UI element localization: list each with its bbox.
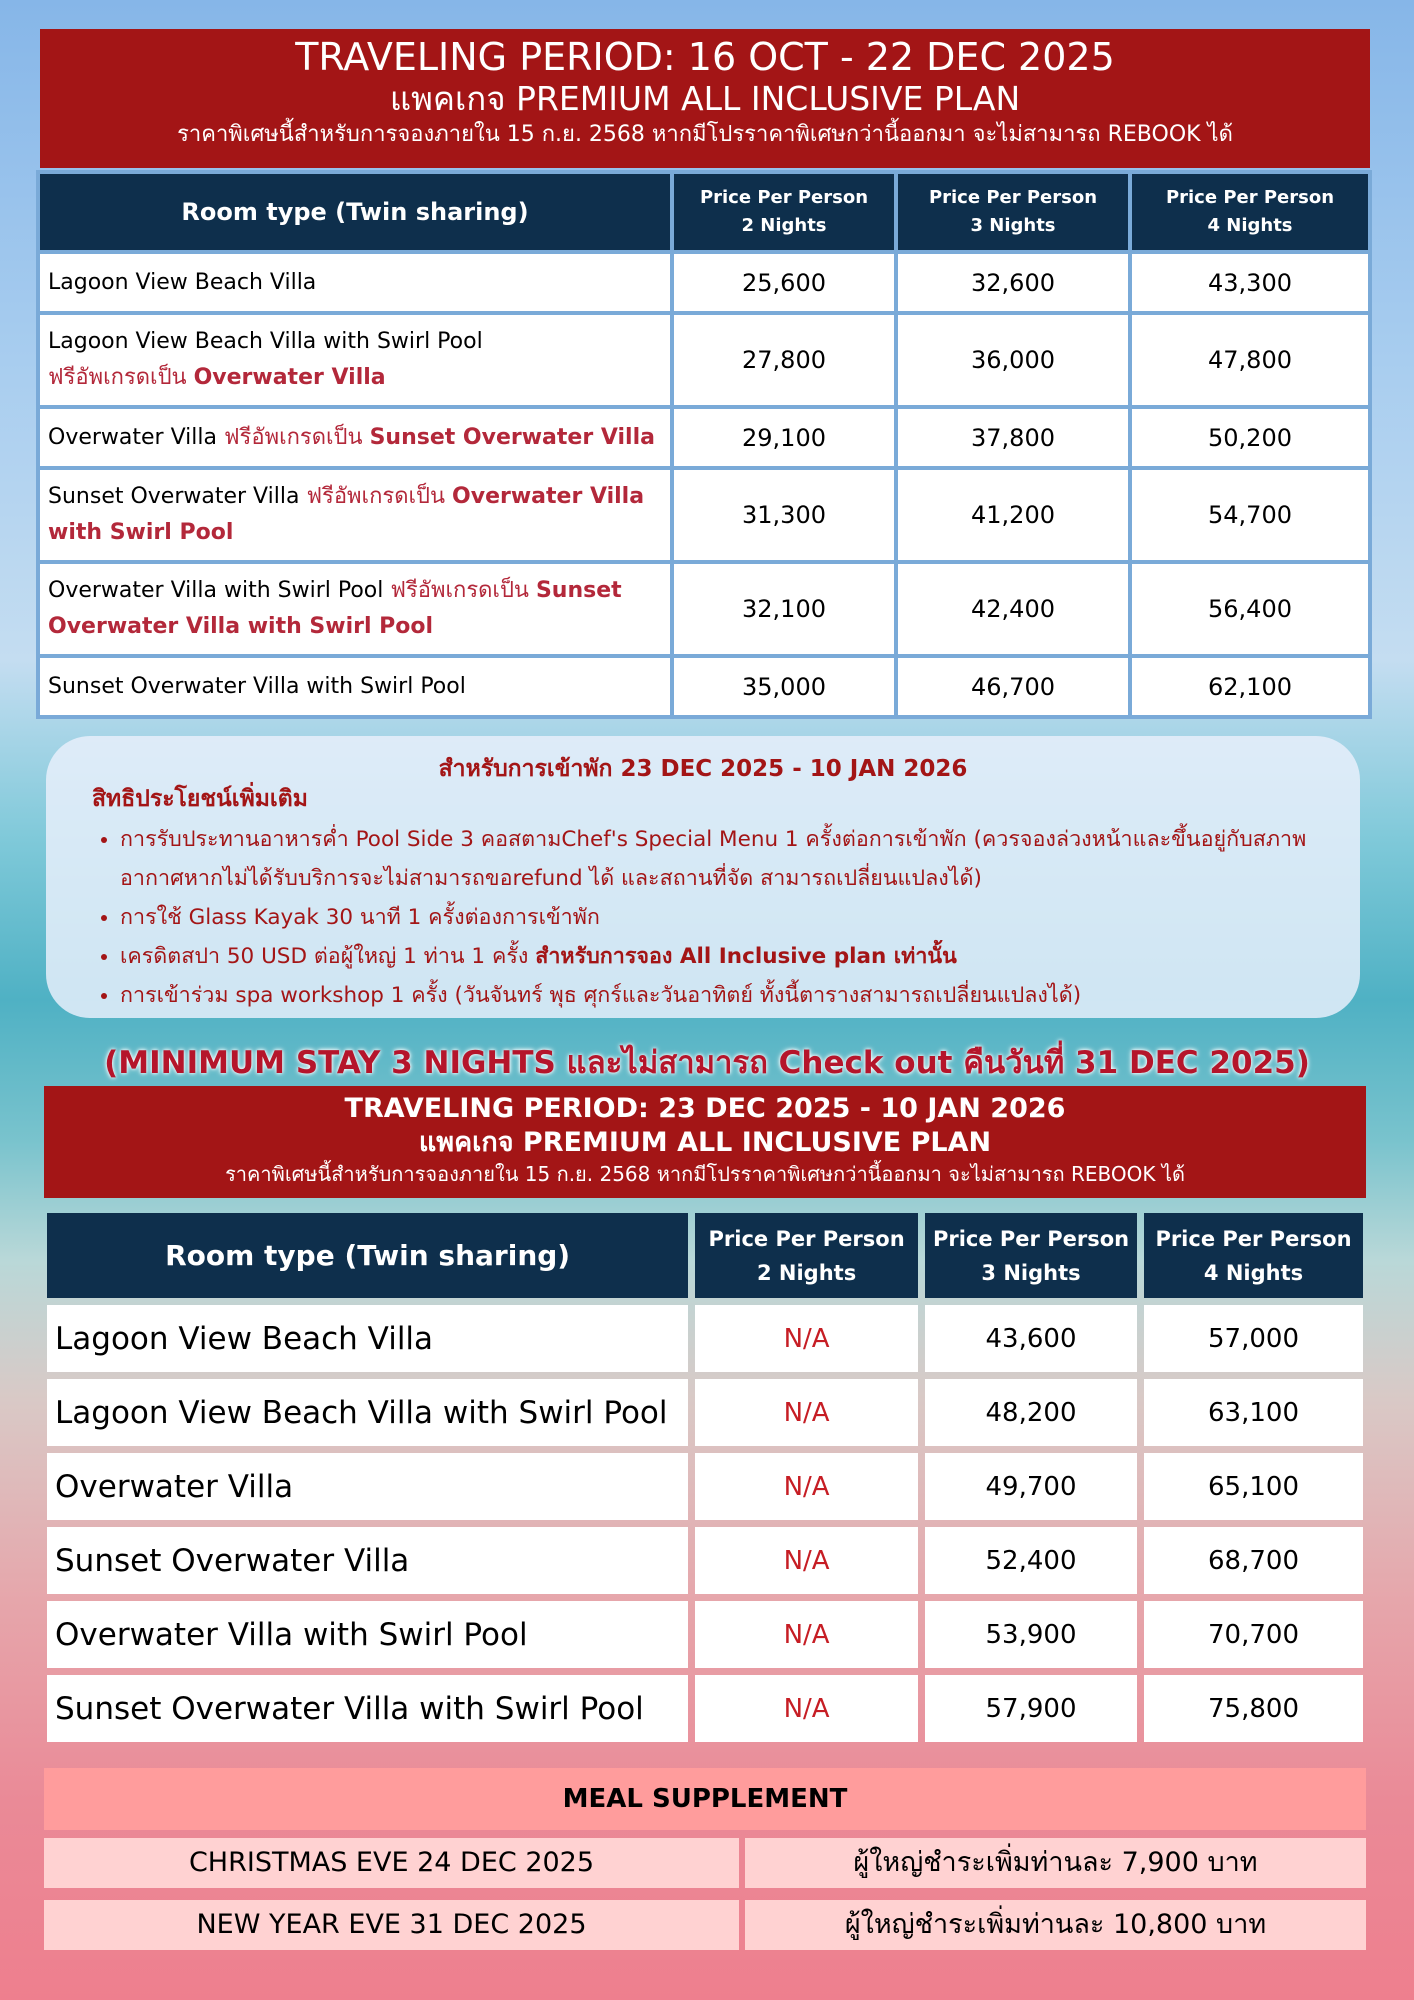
list-item: • การเข้าร่วม spa workshop 1 ครั้ง (วันจันทร์ พุธ ศุกร์และวันอาทิตย์ ทั้งนี้ตารางสามารถเปลี่ยนแปลงได้) bbox=[120, 976, 1360, 1015]
table-row bbox=[47, 1527, 1363, 1594]
room-name: Lagoon View Beach Villa bbox=[40, 254, 670, 311]
price-3-nights-header: Price Per Person 3 Nights bbox=[925, 1213, 1137, 1298]
table-row bbox=[47, 1379, 1363, 1446]
room-name: Lagoon View Beach Villa with Swirl Pool bbox=[47, 1379, 688, 1446]
price-2-nights-header: Price Per Person 2 Nights bbox=[674, 174, 894, 250]
period1-package: แพคเกจ PREMIUM ALL INCLUSIVE PLAN bbox=[389, 79, 1021, 118]
room-name: Sunset Overwater Villa with Swirl Pool bbox=[40, 658, 670, 715]
period2-note: ราคาพิเศษนี้สำหรับการจองภายใน 15 ก.ย. 2568 หากมีโปรราคาพิเศษกว่านี้ออกมา จะไม่สามารถ REBOOK ได้ bbox=[225, 1162, 1185, 1186]
price-3-nights-header: Price Per Person 3 Nights bbox=[898, 174, 1128, 250]
price-2n: N/A bbox=[695, 1305, 918, 1372]
price-2n: 27,800 bbox=[674, 315, 894, 405]
price-3n: 49,700 bbox=[925, 1453, 1137, 1520]
price-3n: 48,200 bbox=[925, 1379, 1137, 1446]
period1-title: TRAVELING PERIOD: 16 OCT - 22 DEC 2025 bbox=[295, 35, 1115, 79]
period2-rate-table bbox=[40, 1206, 1370, 1749]
price-2n: N/A bbox=[695, 1675, 918, 1742]
price-3n: 53,900 bbox=[925, 1601, 1137, 1668]
room-name: Overwater Villa bbox=[47, 1453, 688, 1520]
upgrade-target: Sunset Overwater Villa with Swirl Pool bbox=[48, 578, 622, 639]
meal-charge-new-year: ผู้ใหญ่ชำระเพิ่มท่านละ 10,800 บาท bbox=[745, 1900, 1366, 1950]
upgrade-label: ฟรีอัพเกรดเป็น bbox=[390, 578, 529, 603]
table-row bbox=[40, 564, 1368, 654]
table-row bbox=[47, 1305, 1363, 1372]
period2-title: TRAVELING PERIOD: 23 DEC 2025 - 10 JAN 2026 bbox=[344, 1093, 1066, 1124]
price-2n: 35,000 bbox=[674, 658, 894, 715]
price-2n: N/A bbox=[695, 1379, 918, 1446]
price-3n: 32,600 bbox=[898, 254, 1128, 311]
list-item: • การใช้ Glass Kayak 30 นาที 1 ครั้งต่องการเข้าพัก bbox=[120, 898, 1360, 937]
price-4n: 57,000 bbox=[1144, 1305, 1363, 1372]
price-4-nights-header: Price Per Person 4 Nights bbox=[1132, 174, 1368, 250]
period2-header bbox=[44, 1086, 1366, 1198]
price-4n: 56,400 bbox=[1132, 564, 1368, 654]
upgrade-label: ฟรีอัพเกรดเป็น bbox=[48, 365, 187, 390]
price-2n: N/A bbox=[695, 1527, 918, 1594]
price-3n: 42,400 bbox=[898, 564, 1128, 654]
minimum-stay-notice: (MINIMUM STAY 3 NIGHTS และไม่สามารถ Check out คืนวันที่ 31 DEC 2025) bbox=[104, 1045, 1310, 1081]
price-2n: N/A bbox=[695, 1601, 918, 1668]
upgrade-label: ฟรีอัพเกรดเป็น bbox=[306, 484, 446, 509]
price-4n: 65,100 bbox=[1144, 1453, 1363, 1520]
price-4n: 63,100 bbox=[1144, 1379, 1363, 1446]
upgrade-target: Overwater Villa bbox=[193, 365, 386, 390]
room-type-header: Room type (Twin sharing) bbox=[47, 1213, 688, 1298]
benefits-subtitle: สิทธิประโยชน์เพิ่มเติม bbox=[92, 786, 308, 812]
room-name: Overwater Villa ฟรีอัพเกรดเป็น Sunset Overwater Villa bbox=[40, 409, 670, 466]
price-4n: 54,700 bbox=[1132, 470, 1368, 560]
room-name: Sunset Overwater Villa ฟรีอัพเกรดเป็น Overwater Villa with Swirl Pool bbox=[40, 470, 670, 560]
price-4n: 70,700 bbox=[1144, 1601, 1363, 1668]
table-row bbox=[47, 1601, 1363, 1668]
period2-package: แพคเกจ PREMIUM ALL INCLUSIVE PLAN bbox=[418, 1127, 992, 1158]
upgrade-target: Overwater Villa with Swirl Pool bbox=[48, 484, 645, 545]
room-name: Lagoon View Beach Villa with Swirl Pool ฟรีอัพเกรดเป็น Overwater Villa bbox=[40, 315, 670, 405]
room-name: Lagoon View Beach Villa bbox=[47, 1305, 688, 1372]
price-3n: 36,000 bbox=[898, 315, 1128, 405]
meal-charge-christmas: ผู้ใหญ่ชำระเพิ่มท่านละ 7,900 บาท bbox=[745, 1838, 1366, 1888]
price-4-nights-header: Price Per Person 4 Nights bbox=[1144, 1213, 1363, 1298]
price-2n: 29,100 bbox=[674, 409, 894, 466]
price-3n: 57,900 bbox=[925, 1675, 1137, 1742]
benefits-list bbox=[46, 820, 1360, 1015]
table-row bbox=[40, 409, 1368, 466]
room-name: Sunset Overwater Villa with Swirl Pool bbox=[47, 1675, 688, 1742]
table-row bbox=[47, 1675, 1363, 1742]
price-4n: 47,800 bbox=[1132, 315, 1368, 405]
table-row bbox=[47, 1453, 1363, 1520]
period1-rate-table bbox=[36, 170, 1372, 719]
price-3n: 46,700 bbox=[898, 658, 1128, 715]
benefits-panel bbox=[46, 736, 1360, 1018]
meal-supplement-title: MEAL SUPPLEMENT bbox=[44, 1768, 1366, 1830]
price-4n: 43,300 bbox=[1132, 254, 1368, 311]
price-3n: 43,600 bbox=[925, 1305, 1137, 1372]
list-item: • การรับประทานอาหารค่ำ Pool Side 3 คอสตามChef's Special Menu 1 ครั้งต่อการเข้าพัก (ควรจองล่วงหน้าและขึ้นอยู่กับสภาพอากาศหากไม่ได้รับบริการจะไม่สามารถขอrefund ได้ และสถานที่จัด สามารถเปลี่ยนแปลงได้) bbox=[120, 820, 1360, 898]
table-row bbox=[40, 658, 1368, 715]
price-2n: N/A bbox=[695, 1453, 918, 1520]
table-row bbox=[40, 470, 1368, 560]
table-row bbox=[40, 254, 1368, 311]
table-row bbox=[40, 315, 1368, 405]
price-3n: 41,200 bbox=[898, 470, 1128, 560]
upgrade-label: ฟรีอัพเกรดเป็น bbox=[223, 424, 363, 450]
price-3n: 37,800 bbox=[898, 409, 1128, 466]
room-name: Overwater Villa with Swirl Pool bbox=[47, 1601, 688, 1668]
price-4n: 68,700 bbox=[1144, 1527, 1363, 1594]
meal-event-new-year: NEW YEAR EVE 31 DEC 2025 bbox=[44, 1900, 739, 1950]
price-4n: 62,100 bbox=[1132, 658, 1368, 715]
meal-event-christmas: CHRISTMAS EVE 24 DEC 2025 bbox=[44, 1838, 739, 1888]
price-4n: 75,800 bbox=[1144, 1675, 1363, 1742]
price-4n: 50,200 bbox=[1132, 409, 1368, 466]
price-2n: 32,100 bbox=[674, 564, 894, 654]
room-type-header: Room type (Twin sharing) bbox=[40, 174, 670, 250]
period1-note: ราคาพิเศษนี้สำหรับการจองภายใน 15 ก.ย. 2568 หากมีโปรราคาพิเศษกว่านี้ออกมา จะไม่สามารถ REBOOK ได้ bbox=[177, 122, 1233, 147]
list-item: • เครดิตสปา 50 USD ต่อผู้ใหญ่ 1 ท่าน 1 ครั้ง สำหรับการจอง All Inclusive plan เท่านั้น bbox=[120, 937, 1360, 976]
period1-header bbox=[40, 29, 1370, 168]
price-2n: 31,300 bbox=[674, 470, 894, 560]
room-name: Overwater Villa with Swirl Pool ฟรีอัพเกรดเป็น Sunset Overwater Villa with Swirl Pool bbox=[40, 564, 670, 654]
upgrade-target: Sunset Overwater Villa bbox=[369, 424, 655, 450]
price-2-nights-header: Price Per Person 2 Nights bbox=[695, 1213, 918, 1298]
room-name: Sunset Overwater Villa bbox=[47, 1527, 688, 1594]
price-2n: 25,600 bbox=[674, 254, 894, 311]
benefits-title: สำหรับการเข้าพัก 23 DEC 2025 - 10 JAN 2026 bbox=[438, 756, 968, 782]
price-3n: 52,400 bbox=[925, 1527, 1137, 1594]
